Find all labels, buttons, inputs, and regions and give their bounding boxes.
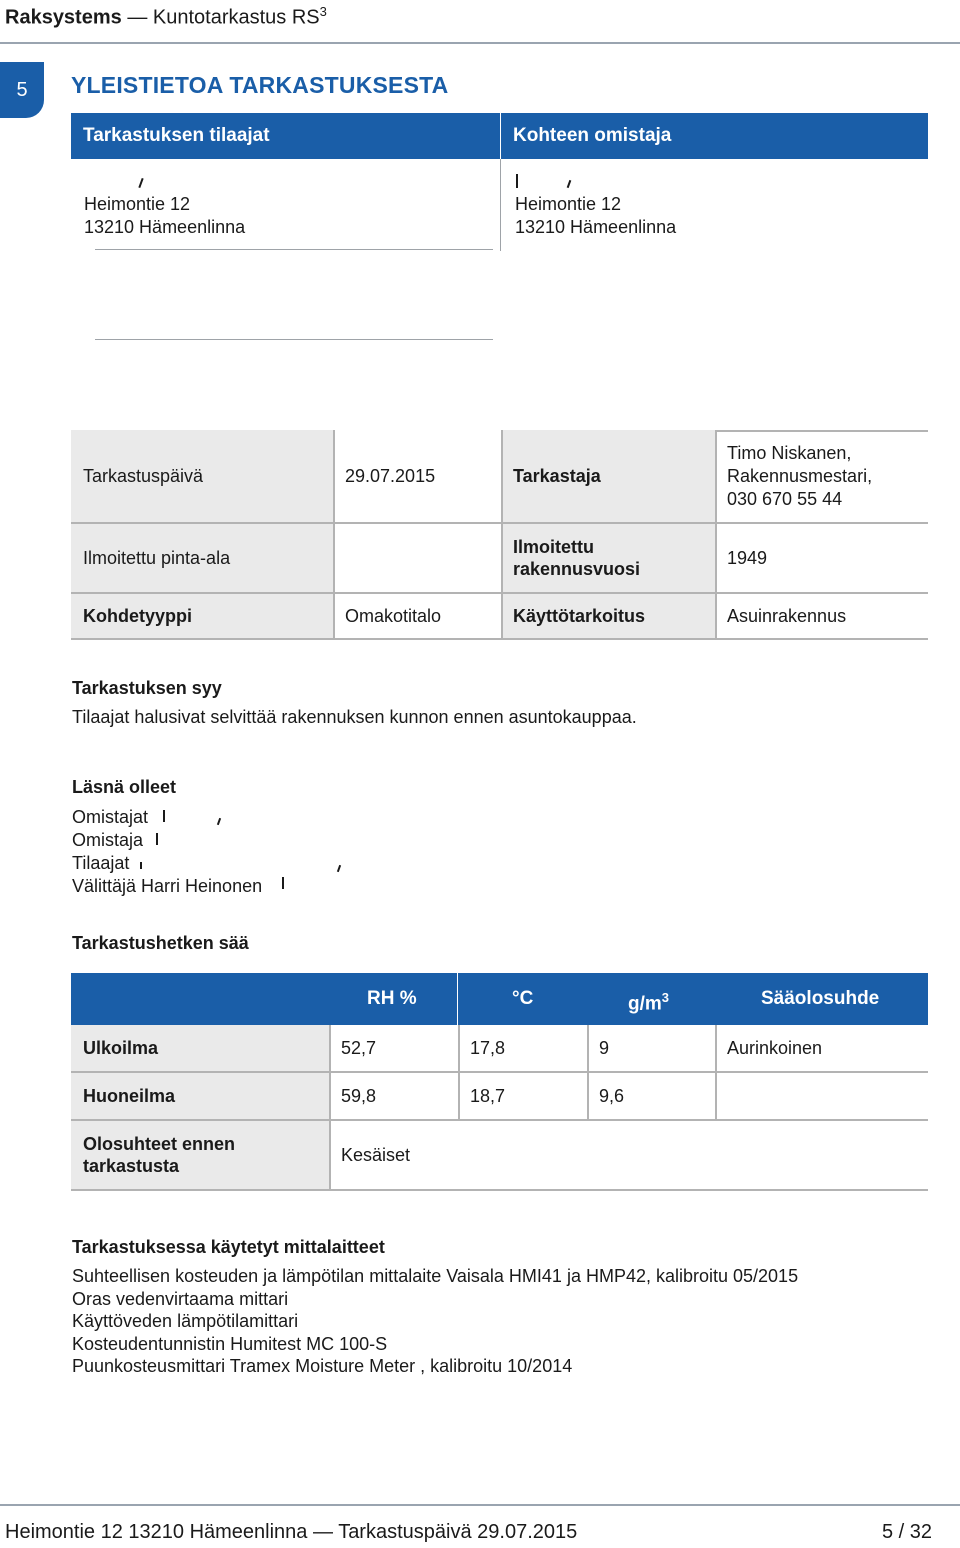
redaction-mark — [156, 833, 158, 845]
devices-list — [72, 1265, 798, 1378]
device-item: Puunkosteusmittari Tramex Moisture Meter , kalibroitu 10/2014 — [72, 1356, 573, 1376]
weather-col-g: $g/m^3$ — [628, 990, 670, 1015]
footer-date: Tarkastuspäivä 29.07.2015 — [338, 1521, 578, 1543]
device-item: Käyttöveden lämpötilamittari — [72, 1311, 299, 1331]
parties-divider — [500, 113, 501, 159]
footer-rule — [0, 1504, 960, 1506]
inspector-line: Timo Niskanen, — [727, 442, 852, 463]
indoor-label-cell — [71, 1073, 329, 1119]
year-label-line: rakennusvuosi — [513, 559, 641, 579]
date-value-cell — [333, 430, 501, 522]
parties-column-divider — [500, 159, 501, 251]
area-label: Ilmoitettu pinta-ala — [83, 547, 231, 568]
inspector-value-cell — [715, 430, 928, 522]
indoor-rh: 59,8 — [341, 1085, 377, 1106]
year-value-cell — [715, 524, 928, 592]
type-value-cell — [333, 594, 501, 638]
table-col-rule — [587, 1025, 589, 1121]
footer-address: Heimontie 12 13210 Hämeenlinna — [5, 1521, 308, 1543]
reason-title: Tarkastuksen syy — [72, 678, 222, 698]
present-list — [72, 806, 262, 898]
present-item: Välittäjä Harri Heinonen — [72, 876, 263, 896]
parties-rule — [95, 339, 493, 340]
before-label-line: tarkastusta — [83, 1156, 180, 1176]
present-title: Läsnä olleet — [72, 777, 177, 797]
type-value: Omakotitalo — [345, 605, 442, 626]
owner-label: Kohteen omistaja — [513, 125, 672, 146]
owner-address-line: 13210 Hämeenlinna — [515, 217, 677, 237]
indoor-c: 18,7 — [470, 1085, 506, 1106]
devices-title: Tarkastuksessa käytetyt mittalaitteet — [72, 1237, 385, 1257]
type-label-cell — [71, 594, 333, 638]
inspector-line: Rakennusmestari, — [727, 465, 873, 486]
outdoor-label-cell — [71, 1025, 329, 1071]
outdoor-rh-cell — [329, 1025, 458, 1071]
use-label: Käyttötarkoitus — [513, 605, 646, 626]
present-item: Omistajat — [72, 807, 149, 827]
table-row-rule — [71, 1119, 928, 1121]
present-item: Tilaajat — [72, 853, 130, 873]
owner-address — [515, 193, 676, 239]
parties-rule — [95, 249, 493, 250]
weather-header — [71, 973, 928, 1025]
outdoor-condition: Aurinkoinen — [727, 1037, 823, 1058]
table-col-rule — [458, 1025, 460, 1121]
indoor-label: Huoneilma — [83, 1085, 176, 1106]
outdoor-label: Ulkoilma — [83, 1037, 159, 1058]
inspector-line: 030 670 55 44 — [727, 488, 843, 509]
header-dash: — — [127, 6, 148, 29]
section-number-badge: 5 — [0, 62, 44, 118]
date-label-cell — [71, 430, 333, 522]
document-header — [5, 4, 327, 30]
type-label: Kohdetyyppi — [83, 605, 193, 626]
section-title: YLEISTIETOA TARKASTUKSESTA — [71, 72, 449, 98]
footer-dash: — — [312, 1521, 333, 1543]
outdoor-condition-cell — [715, 1025, 928, 1071]
table-top-rule — [715, 430, 928, 432]
weather-title: Tarkastushetken sää — [72, 933, 249, 953]
reason-text: Tilaajat halusivat selvittää rakennuksen kunnon ennen asuntokauppaa. — [72, 707, 637, 727]
outdoor-g-cell — [587, 1025, 715, 1071]
weather-col-condition: Sääolosuhde — [761, 988, 880, 1009]
year-value: 1949 — [727, 547, 768, 568]
device-item: Kosteudentunnistin Humitest MC 100-S — [72, 1333, 388, 1354]
indoor-g: 9,6 — [599, 1085, 625, 1106]
before-value: Kesäiset — [341, 1144, 411, 1165]
orderers-address-line: Heimontie 12 — [84, 194, 191, 214]
present-item: Omistaja — [72, 830, 144, 850]
orderers-address-line: 13210 Hämeenlinna — [84, 217, 246, 237]
weather-header-divider — [457, 973, 458, 1025]
redaction-mark — [163, 810, 165, 822]
device-item: Oras vedenvirtaama mittari — [72, 1288, 289, 1309]
outdoor-g: 9 — [599, 1037, 610, 1058]
weather-col-rh: RH % — [367, 988, 417, 1009]
table-col-rule — [715, 1025, 717, 1121]
table-col-rule — [715, 430, 717, 640]
year-label-line: Ilmoitettu — [513, 537, 594, 557]
orderers-label: Tarkastuksen tilaajat — [83, 125, 270, 146]
outdoor-c-cell — [458, 1025, 587, 1071]
date-label: Tarkastuspäivä — [83, 465, 204, 486]
date-value: 29.07.2015 — [345, 465, 436, 486]
redaction-mark — [140, 862, 142, 869]
footer-info — [5, 1521, 577, 1544]
before-label-cell — [71, 1121, 329, 1189]
before-value-cell — [329, 1121, 928, 1189]
device-item: Suhteellisen kosteuden ja lämpötilan mittalaite Vaisala HMI41 ja HMP42, kalibroitu 05/2015 — [72, 1266, 799, 1286]
product-name: Kuntotarkastus RS — [152, 6, 320, 29]
inspector-label-cell — [501, 430, 715, 522]
redaction-mark — [567, 180, 572, 188]
redaction-mark — [138, 178, 143, 188]
area-label-cell — [71, 524, 333, 592]
table-row-rule — [71, 1189, 928, 1191]
table-col-rule — [501, 430, 503, 640]
table-col-rule — [333, 430, 335, 640]
table-row-rule — [71, 592, 928, 594]
outdoor-c: 17,8 — [470, 1037, 506, 1058]
indoor-g-cell — [587, 1073, 715, 1119]
redaction-mark — [337, 865, 341, 872]
table-col-rule — [329, 1025, 331, 1191]
brand-name: Raksystems — [5, 6, 122, 29]
area-value-cell — [333, 524, 501, 592]
header-rule — [0, 42, 960, 44]
product-sup: 3 — [319, 4, 327, 19]
use-value-cell — [715, 594, 928, 638]
year-label-cell — [501, 524, 715, 592]
table-row-rule — [71, 522, 928, 524]
table-row-rule — [71, 1071, 928, 1073]
redaction-mark — [282, 877, 284, 889]
indoor-c-cell — [458, 1073, 587, 1119]
orderers-address — [84, 193, 245, 239]
inspector-label: Tarkastaja — [513, 465, 601, 486]
outdoor-rh: 52,7 — [341, 1037, 377, 1058]
before-label-line: Olosuhteet ennen — [83, 1134, 236, 1154]
table-row-rule — [71, 638, 928, 640]
parties-header — [71, 113, 928, 159]
indoor-rh-cell — [329, 1073, 458, 1119]
use-value: Asuinrakennus — [727, 605, 847, 626]
weather-col-c: °C — [512, 988, 534, 1009]
page-number: 5 / 32 — [881, 1521, 932, 1543]
indoor-condition-cell — [715, 1073, 928, 1119]
use-label-cell — [501, 594, 715, 638]
redaction-mark — [516, 174, 518, 188]
owner-address-line: Heimontie 12 — [515, 194, 622, 214]
